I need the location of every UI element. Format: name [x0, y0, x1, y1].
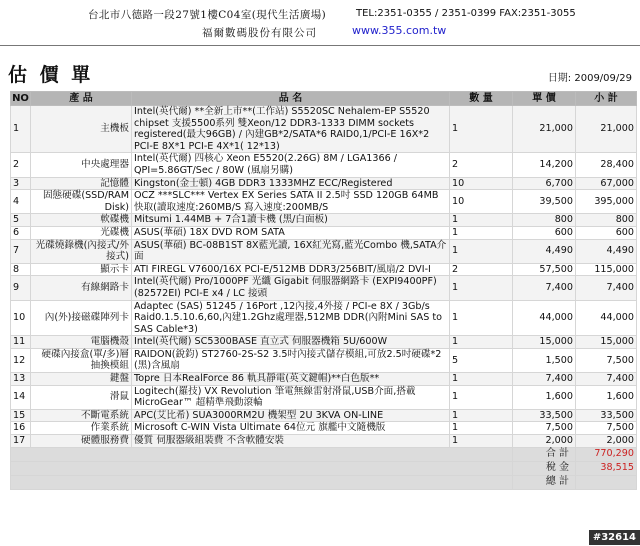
- table-row: [11, 276, 637, 300]
- cell-price: 800: [513, 214, 576, 227]
- cell-no: 10: [11, 300, 31, 336]
- cell-price: 44,000: [513, 300, 576, 336]
- cell-no: 11: [11, 336, 31, 349]
- cell-price: 39,500: [513, 190, 576, 214]
- cell-item: 不斷電系統: [31, 409, 132, 422]
- page-title: 估 價 單: [8, 64, 94, 86]
- cell-no: 17: [11, 435, 31, 448]
- cell-price: 7,400: [513, 276, 576, 300]
- cell-price: 600: [513, 226, 576, 239]
- cell-qty: 1: [450, 435, 513, 448]
- cell-subtotal: 7,400: [576, 276, 637, 300]
- table-row: [11, 153, 637, 177]
- cell-name: ATI FIREGL V7600/16X PCI-E/512MB DDR3/256BIT/風扇/2 DVI-I: [132, 263, 450, 276]
- letterhead: [0, 0, 640, 42]
- cell-name: ASUS(華碩) BC-08B1ST 8X藍光讀, 16X紅光寫,藍光Combo 機,SATA介面: [132, 239, 450, 263]
- store-contact: TEL:2351-0355 / 2351-0399 FAX:2351-3055: [356, 8, 576, 19]
- cell-item: 硬體服務費: [31, 435, 132, 448]
- cell-name: Topre 日本RealForce 86 軌具靜電(英文鍵帽)**白色版**: [132, 373, 450, 386]
- cell-no: 14: [11, 385, 31, 409]
- website-link[interactable]: www.355.com.tw: [352, 24, 447, 37]
- cell-name: ASUS(華碩) 18X DVD ROM SATA: [132, 226, 450, 239]
- cell-no: 4: [11, 190, 31, 214]
- cell-qty: 1: [450, 214, 513, 227]
- cell-price: 1,500: [513, 348, 576, 372]
- cell-name: Kingston(金士頓) 4GB DDR3 1333MHZ ECC/Registered: [132, 177, 450, 190]
- cell-no: 2: [11, 153, 31, 177]
- table-row: [11, 263, 637, 276]
- cell-qty: 1: [450, 336, 513, 349]
- cell-item: 鍵盤: [31, 373, 132, 386]
- cell-price: 33,500: [513, 409, 576, 422]
- cell-no: 5: [11, 214, 31, 227]
- cell-qty: 1: [450, 409, 513, 422]
- cell-subtotal: 44,000: [576, 300, 637, 336]
- cell-no: 7: [11, 239, 31, 263]
- cell-price: 7,500: [513, 422, 576, 435]
- id-badge: #32614: [589, 530, 640, 545]
- table-row: [11, 300, 637, 336]
- cell-qty: 1: [450, 422, 513, 435]
- cell-item: 光碟燒錄機(內接式/外接式): [31, 239, 132, 263]
- cell-subtotal: 395,000: [576, 190, 637, 214]
- cell-price: 4,490: [513, 239, 576, 263]
- cell-name: Intel(英代爾) Pro/1000PF 光纖 Gigabit 伺服器網路卡 (EXPI9400PF)(82572EI) PCI-E x4 / LC 接頭: [132, 276, 450, 300]
- total-value: 770,290: [576, 447, 637, 461]
- quote-table: [10, 91, 637, 490]
- cell-item: 有線網路卡: [31, 276, 132, 300]
- table-row: [11, 214, 637, 227]
- cell-subtotal: 21,000: [576, 106, 637, 153]
- table-row: [11, 348, 637, 372]
- cell-item: 主機板: [31, 106, 132, 153]
- cell-subtotal: 28,400: [576, 153, 637, 177]
- cell-price: 7,400: [513, 373, 576, 386]
- cell-qty: 2: [450, 153, 513, 177]
- cell-price: 15,000: [513, 336, 576, 349]
- store-address: 台北市八德路一段27號1樓C04室(現代生活廣場): [88, 9, 327, 21]
- col-header-product: 產 品: [31, 92, 132, 106]
- cell-item: 記憶體: [31, 177, 132, 190]
- cell-price: 2,000: [513, 435, 576, 448]
- table-header-row: [11, 92, 637, 106]
- company-name: 福爾數碼股份有限公司: [202, 27, 317, 39]
- cell-qty: 5: [450, 348, 513, 372]
- cell-subtotal: 600: [576, 226, 637, 239]
- cell-name: Logitech(羅技) VX Revolution 筆電無線雷射滑鼠,USB介面,搭載MicroGear™ 超精準飛動滾輪: [132, 385, 450, 409]
- cell-qty: 10: [450, 177, 513, 190]
- tax-row: [11, 461, 637, 475]
- cell-name: APC(艾比希) SUA3000RM2U 機架型 2U 3KVA ON-LINE: [132, 409, 450, 422]
- cell-no: 1: [11, 106, 31, 153]
- cell-qty: 1: [450, 300, 513, 336]
- total-row: [11, 447, 637, 461]
- cell-subtotal: 7,500: [576, 348, 637, 372]
- cell-subtotal: 7,500: [576, 422, 637, 435]
- cell-name: Intel(英代爾) **全新上市**(工作站) S5520SC Nehalem-EP S5520 chipset 支援5500系列 雙Xeon/12 DDR3-1333 DIMM sockets registered(最大96GB) / 內建GB*2/SATA*6 RAID0,1/PCI-E 16X*2 PCI-E 8X*1 PCI-E 4X*1( 12*13): [132, 106, 450, 153]
- table-row: [11, 336, 637, 349]
- table-row: [11, 177, 637, 190]
- col-header-no: NO: [12, 92, 29, 104]
- cell-price: 21,000: [513, 106, 576, 153]
- grand-total-label: 總 計: [513, 475, 576, 489]
- cell-price: 1,600: [513, 385, 576, 409]
- cell-name: OCZ ***SLC*** Vertex EX Series SATA II 2.5吋 SSD 120GB 64MB快取(讀取速度:260MB/S 寫入速度:200MB/S: [132, 190, 450, 214]
- cell-item: 作業系統: [31, 422, 132, 435]
- cell-item: 中央處理器: [31, 153, 132, 177]
- cell-name: Adaptec (SAS) 51245 / 16Port ,12內接,4外接 / PCI-e 8X / 3Gb/s Raid0.1.5.10.6,60,內建1.2Ghz處理器,512MB DDR(內附Mini SAS to SAS Cable*3): [132, 300, 450, 336]
- table-row: [11, 226, 637, 239]
- cell-name: Intel(英代爾) 四核心 Xeon E5520(2.26G) 8M / LGA1366 / QPI=5.86GT/Sec / 80W (風扇另購): [132, 153, 450, 177]
- cell-subtotal: 1,600: [576, 385, 637, 409]
- cell-item: 顯示卡: [31, 263, 132, 276]
- cell-subtotal: 7,400: [576, 373, 637, 386]
- cell-no: 15: [11, 409, 31, 422]
- tax-label: 稅 金: [513, 461, 576, 475]
- cell-item: 硬碟內接盒(單/多)層抽換模組: [31, 348, 132, 372]
- col-header-name: 品 名: [132, 92, 450, 106]
- cell-no: 9: [11, 276, 31, 300]
- cell-subtotal: 15,000: [576, 336, 637, 349]
- cell-qty: 1: [450, 106, 513, 153]
- cell-no: 6: [11, 226, 31, 239]
- table-row: [11, 239, 637, 263]
- cell-item: 固態硬碟(SSD/RAM Disk): [31, 190, 132, 214]
- cell-qty: 1: [450, 276, 513, 300]
- cell-subtotal: 33,500: [576, 409, 637, 422]
- cell-item: 電腦機殼: [31, 336, 132, 349]
- cell-item: 光碟機: [31, 226, 132, 239]
- cell-subtotal: 4,490: [576, 239, 637, 263]
- cell-qty: 10: [450, 190, 513, 214]
- table-row: [11, 422, 637, 435]
- cell-no: 3: [11, 177, 31, 190]
- cell-subtotal: 67,000: [576, 177, 637, 190]
- table-row: [11, 190, 637, 214]
- cell-qty: 1: [450, 373, 513, 386]
- cell-price: 6,700: [513, 177, 576, 190]
- tax-value: 38,515: [576, 461, 637, 475]
- cell-no: 16: [11, 422, 31, 435]
- cell-qty: 1: [450, 226, 513, 239]
- cell-qty: 1: [450, 385, 513, 409]
- header-divider: [0, 45, 640, 46]
- cell-name: Mitsumi 1.44MB + 7合1讀卡機 (黑/白面板): [132, 214, 450, 227]
- quote-date: 日期: 2009/09/29: [547, 73, 632, 84]
- cell-subtotal: 800: [576, 214, 637, 227]
- col-header-qty: 數 量: [450, 92, 513, 106]
- col-header-price: 單 價: [513, 92, 576, 106]
- cell-name: RAIDON(銳鈞) ST2760-2S-S2 3.5吋內接式儲存模組,可放2.5吋硬碟*2 (黑)含風扇: [132, 348, 450, 372]
- cell-name: 優質 伺服器級組裝費 不含軟體安裝: [132, 435, 450, 448]
- cell-item: 滑鼠: [31, 385, 132, 409]
- table-row: [11, 385, 637, 409]
- cell-name: Intel(英代爾) SC5300BASE 直立式 伺服器機箱 5U/600W: [132, 336, 450, 349]
- grand-total-value: [576, 475, 637, 489]
- cell-qty: 2: [450, 263, 513, 276]
- cell-no: 12: [11, 348, 31, 372]
- table-row: [11, 435, 637, 448]
- col-header-subtotal: 小 計: [576, 92, 637, 106]
- cell-name: Microsoft C-WIN Vista Ultimate 64位元 旗艦中文隨機版: [132, 422, 450, 435]
- cell-item: 軟碟機: [31, 214, 132, 227]
- cell-qty: 1: [450, 239, 513, 263]
- table-row: [11, 106, 637, 153]
- table-row: [11, 373, 637, 386]
- cell-price: 57,500: [513, 263, 576, 276]
- grand-total-row: [11, 475, 637, 489]
- total-label: 合 計: [513, 447, 576, 461]
- cell-subtotal: 115,000: [576, 263, 637, 276]
- cell-no: 8: [11, 263, 31, 276]
- cell-no: 13: [11, 373, 31, 386]
- cell-subtotal: 2,000: [576, 435, 637, 448]
- cell-item: 內(外)接磁碟陣列卡: [31, 300, 132, 336]
- table-row: [11, 409, 637, 422]
- cell-price: 14,200: [513, 153, 576, 177]
